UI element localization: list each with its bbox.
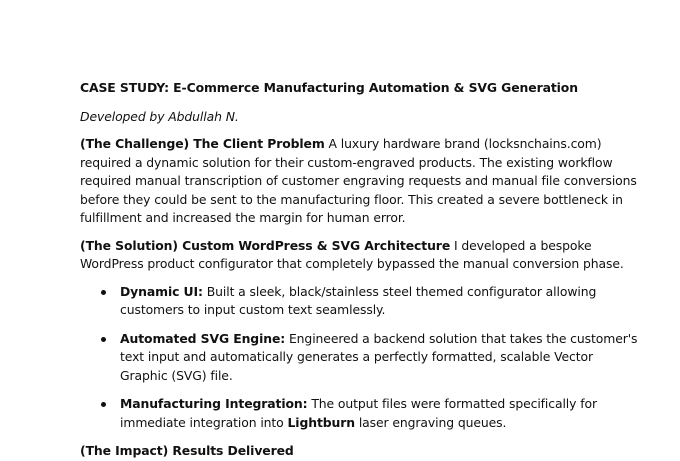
bullet-automated-svg-engine	[80, 330, 640, 386]
document-page	[80, 79, 640, 461]
bullet-text: Engineered a backend solution that takes the customer's text input and automatically generates a perfectly formatted, scalable Vector Graphic (SVG) file.	[120, 330, 638, 383]
lightburn-emphasis: Lightburn	[287, 414, 355, 430]
bullet-label: Manufacturing Integration:	[120, 396, 308, 411]
bullet-label: Dynamic UI:	[120, 283, 203, 299]
challenge-text: A luxury hardware brand (locksnchains.com) required a dynamic solution for their custom-engraved products. The existing workflow required manual transcription of customer engraving requests and manual file conversions before they could be sent to the manufacturing floor. This created a severe bottleneck in fulfillment and increased the margin for human error.	[80, 136, 637, 225]
bullet-dynamic-ui	[80, 283, 640, 320]
case-study-title: CASE STUDY: E-Commerce Manufacturing Automation & SVG Generation	[80, 80, 578, 95]
bullet-text-before: The output files were formatted specifically for immediate integration into	[120, 396, 597, 430]
impact-heading: (The Impact) Results Delivered	[80, 443, 294, 458]
bullet-dot-icon	[101, 337, 106, 342]
bullet-manufacturing-integration	[80, 395, 640, 432]
solution-paragraph	[80, 237, 640, 274]
author-byline: Developed by Abdullah N.	[80, 108, 239, 124]
bullet-label: Automated SVG Engine:	[120, 330, 286, 346]
solution-bullet-list	[80, 283, 640, 433]
challenge-paragraph	[80, 135, 640, 228]
solution-text: I developed a bespoke WordPress product configurator that completely bypassed the manual conversion phase.	[80, 237, 624, 271]
bullet-dot-icon	[101, 290, 106, 295]
challenge-heading: (The Challenge) The Client Problem	[80, 136, 325, 151]
bullet-dot-icon	[101, 402, 106, 407]
bullet-text: Built a sleek, black/stainless steel themed configurator allowing customers to input custom text seamlessly.	[120, 283, 597, 317]
solution-heading: (The Solution) Custom WordPress & SVG Architecture	[80, 237, 451, 253]
bullet-text-after: laser engraving queues.	[355, 414, 507, 430]
